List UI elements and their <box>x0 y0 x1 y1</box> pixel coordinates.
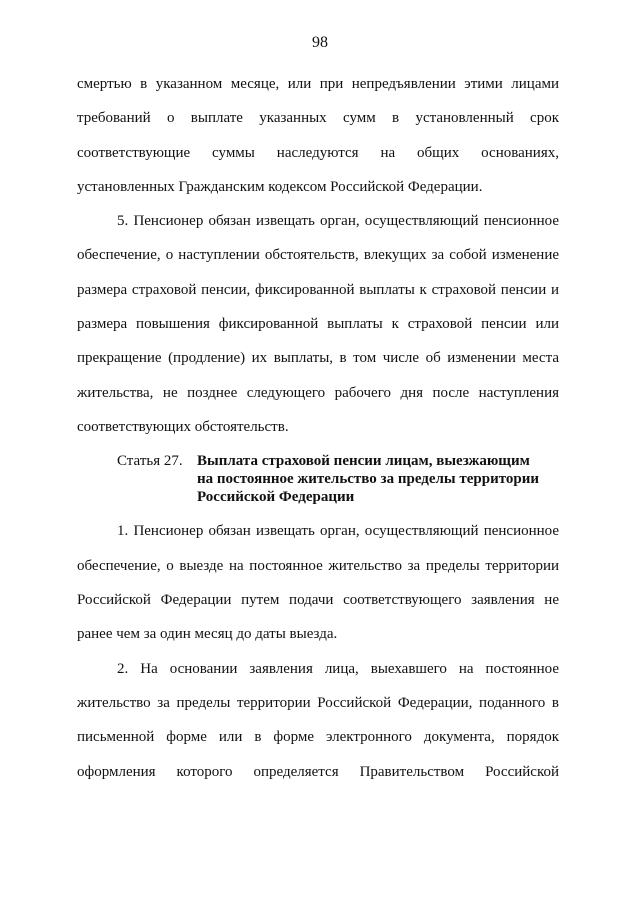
text-line: ранее чем за один месяц до даты выезда. <box>77 626 338 642</box>
article-title-line: на постоянное жительство за пределы территории <box>197 471 540 487</box>
article-number: Статья 27. <box>117 453 183 469</box>
text-line: жительства, не позднее следующего рабочего дня после наступления <box>77 385 559 401</box>
text-line: письменной форме или в форме электронного документа, порядок <box>77 729 559 745</box>
text-line: обеспечение, о наступлении обстоятельств, влекущих за собой изменение <box>77 247 559 263</box>
article-title <box>197 452 567 506</box>
text-line: 1. Пенсионер обязан извещать орган, осуществляющий пенсионное <box>117 523 559 539</box>
text-line: соответствующие суммы наследуются на общих основаниях, <box>77 145 559 161</box>
text-line: соответствующих обстоятельств. <box>77 419 289 435</box>
text-line: смертью в указанном месяце, или при непредъявлении этими лицами <box>77 76 559 92</box>
text-line: прекращение (продление) их выплаты, в том числе об изменении места <box>77 350 559 366</box>
page-number: 98 <box>312 34 328 51</box>
article-title-line: Российской Федерации <box>197 489 355 505</box>
text-line: Российской Федерации путем подачи соответствующего заявления не <box>77 592 559 608</box>
text-line: обеспечение, о выезде на постоянное жительство за пределы территории <box>77 558 559 574</box>
text-line: требований о выплате указанных сумм в установленный срок <box>77 110 559 126</box>
text-line: размера повышения фиксированной выплаты к страховой пенсии или <box>77 316 559 332</box>
article-title-line: Выплата страховой пенсии лицам, выезжающим <box>197 453 530 469</box>
text-line: 5. Пенсионер обязан извещать орган, осуществляющий пенсионное <box>117 213 559 229</box>
text-line: установленных Гражданским кодексом Российской Федерации. <box>77 179 483 195</box>
text-line: жительство за пределы территории Российской Федерации, поданного в <box>77 695 559 711</box>
text-line: оформления которого определяется Правительством Российской <box>77 764 559 780</box>
text-line: 2. На основании заявления лица, выехавшего на постоянное <box>117 661 559 677</box>
text-line: размера страховой пенсии, фиксированной выплаты к страховой пенсии и <box>77 282 559 298</box>
